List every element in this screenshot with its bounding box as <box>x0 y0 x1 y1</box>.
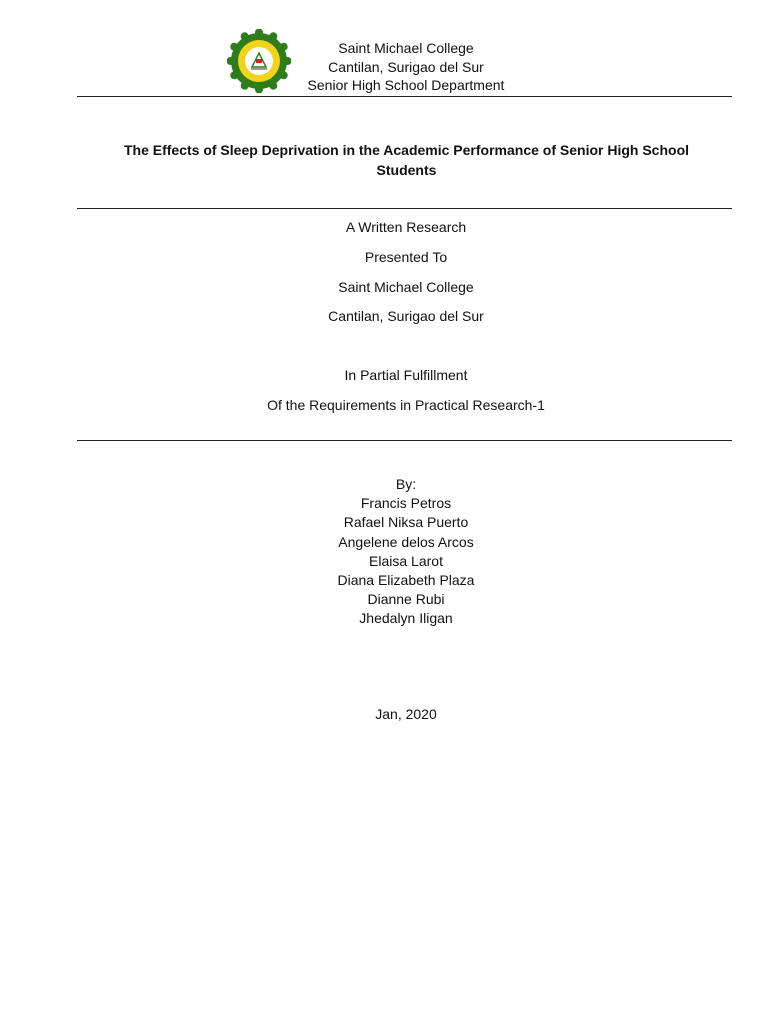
divider-bottom <box>77 440 732 441</box>
author-name: Dianne Rubi <box>367 591 445 608</box>
divider-title <box>77 208 732 209</box>
requirements-label: Of the Requirements in Practical Research-1 <box>267 397 545 413</box>
research-title: The Effects of Sleep Deprivation in the Academic Performance of Senior High School Students <box>123 142 690 178</box>
author-name: Diana Elizabeth Plaza <box>337 572 475 589</box>
partial-fulfillment-label: In Partial Fulfillment <box>344 367 468 383</box>
school-name: Saint Michael College <box>338 40 474 56</box>
recipient-school-address: Cantilan, Surigao del Sur <box>328 308 484 324</box>
recipient-school-name: Saint Michael College <box>338 279 474 295</box>
divider-top <box>77 96 732 97</box>
author-name: Rafael Niksa Puerto <box>343 514 469 531</box>
authors-block <box>256 475 556 629</box>
author-name: Angelene delos Arcos <box>338 533 474 550</box>
author-name: Elaisa Larot <box>369 552 443 569</box>
department-name: Senior High School Department <box>307 77 505 93</box>
written-research-label: A Written Research <box>345 219 467 235</box>
submission-date: Jan, 2020 <box>375 706 437 722</box>
author-name: Jhedalyn Iligan <box>359 610 453 627</box>
school-address: Cantilan, Surigao del Sur <box>328 58 484 75</box>
by-label: By: <box>395 476 417 492</box>
author-name: Francis Petros <box>360 495 452 512</box>
institution-header <box>260 39 552 95</box>
presented-to-label: Presented To <box>364 249 448 265</box>
